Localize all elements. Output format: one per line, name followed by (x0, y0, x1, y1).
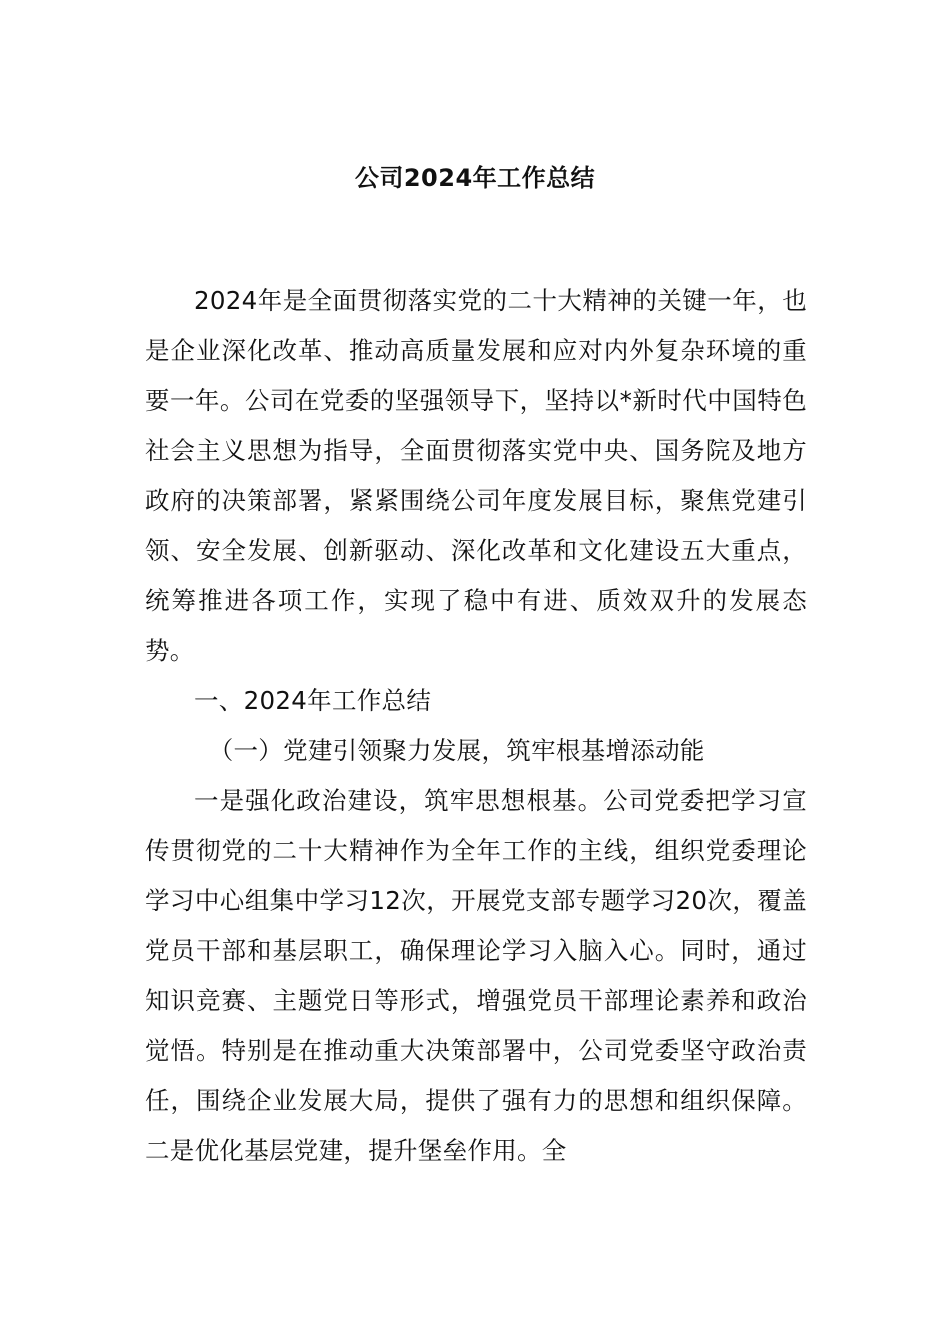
document-body (145, 276, 807, 1176)
body-paragraph: 一是强化政治建设，筑牢思想根基。公司党委把学习宣传贯彻党的二十大精神作为全年工作的主线，组织党委理论学习中心组集中学习12次，开展党支部专题学习20次，覆盖党员干部和基层职工，确保理论学习入脑入心。同时，通过知识竞赛、主题党日等形式，增强党员干部理论素养和政治觉悟。特别是在推动重大决策部署中，公司党委坚守政治责任，围绕企业发展大局，提供了强有力的思想和组织保障。二是优化基层党建，提升堡垒作用。全 (145, 786, 807, 1165)
subsection-heading: （一）党建引领聚力发展，筑牢根基增添动能 (208, 736, 705, 765)
document-title: 公司2024年工作总结 (354, 164, 596, 192)
section-heading: 一、2024年工作总结 (194, 686, 432, 715)
intro-paragraph: 2024年是全面贯彻落实党的二十大精神的关键一年，也是企业深化改革、推动高质量发展和应对内外复杂环境的重要一年。公司在党委的坚强领导下，坚持以*新时代中国特色社会主义思想为指导，全面贯彻落实党中央、国务院及地方政府的决策部署，紧紧围绕公司年度发展目标，聚焦党建引领、安全发展、创新驱动、深化改革和文化建设五大重点，统筹推进各项工作，实现了稳中有进、质效双升的发展态势。 (145, 286, 807, 665)
